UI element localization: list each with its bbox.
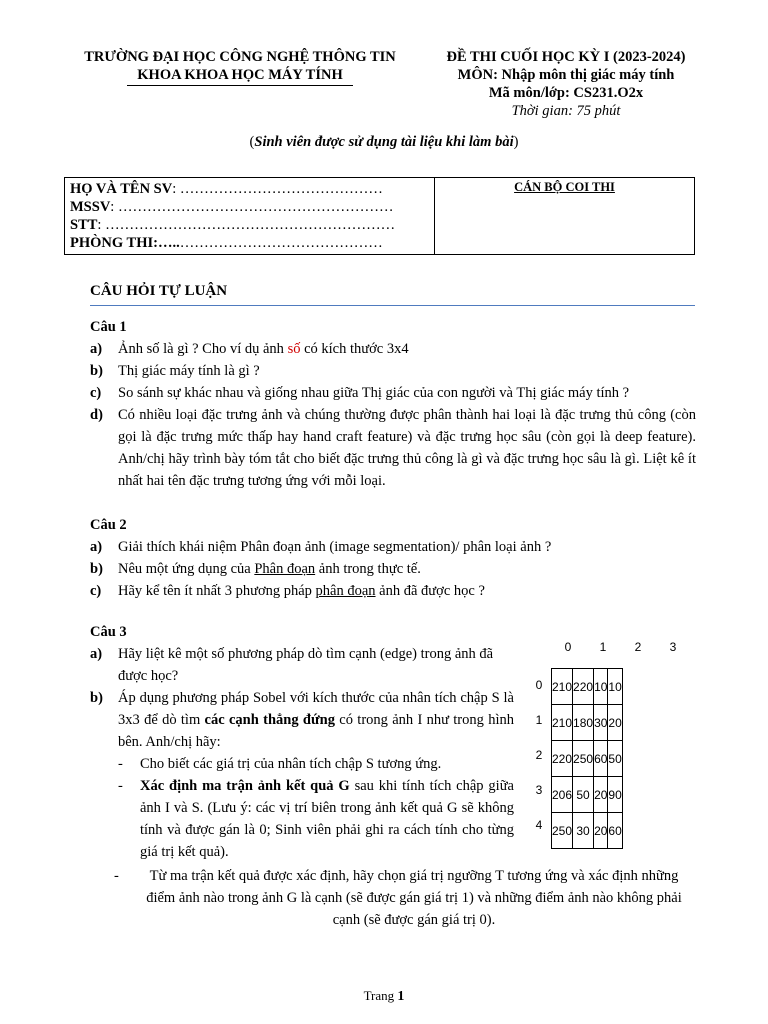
- question-1: [90, 316, 696, 492]
- item-text: Ảnh số là gì ? Cho ví dụ ảnh: [118, 341, 288, 357]
- question-2: [90, 514, 696, 602]
- item-tag: b): [90, 561, 103, 577]
- matrix-cell: 250: [573, 741, 594, 777]
- sub-item: [118, 753, 514, 775]
- field-blank: : ……………………………………: [172, 181, 383, 197]
- matrix-cell: 60: [608, 813, 622, 849]
- matrix-cell: 180: [573, 705, 594, 741]
- item-tag: a): [90, 341, 103, 357]
- field-student-id: [70, 198, 434, 216]
- duration: Thời gian: 75 phút: [511, 103, 621, 119]
- university-name: TRƯỜNG ĐẠI HỌC CÔNG NGHỆ THÔNG TIN: [84, 49, 396, 65]
- item-tag: c): [90, 583, 102, 599]
- col-header: 3: [669, 640, 677, 654]
- row-header: 2: [535, 748, 543, 762]
- question-title: Câu 1: [90, 319, 127, 335]
- header-right: [416, 48, 716, 120]
- dash-bullet: -: [118, 756, 123, 772]
- question-title: Câu 3: [90, 624, 127, 640]
- sub-item: [114, 865, 692, 931]
- field-blank: : ……………………………………………………: [97, 217, 396, 233]
- matrix-cell: 10: [594, 669, 608, 705]
- field-label: PHÒNG THI:…..: [70, 235, 180, 251]
- item-text: Hãy liệt kê một số phương pháp dò tìm cạnh (edge) trong ảnh đã được học?: [118, 646, 494, 684]
- item-tag: a): [90, 539, 103, 555]
- matrix-cell: 20: [594, 813, 608, 849]
- underlined-word: phân đoạn: [315, 583, 376, 599]
- matrix-cell: 50: [608, 741, 622, 777]
- bold-phrase: các cạnh thẳng đứng: [204, 712, 335, 728]
- matrix-cell: 210: [552, 669, 573, 705]
- class-code: Mã môn/lớp: CS231.O2x: [488, 85, 644, 101]
- dash-bullet: -: [118, 778, 123, 794]
- item-text: Áp dụng phương pháp Sobel với kích thước của nhân tích chập S là 3x3 để dò tìm: [118, 690, 514, 728]
- matrix-cell: 250: [552, 813, 573, 849]
- matrix-cell: 220: [573, 669, 594, 705]
- col-header: 1: [599, 640, 607, 654]
- matrix-cell: 30: [573, 813, 594, 849]
- row-header: 4: [535, 818, 543, 832]
- item-text: có trong ảnh I như trong hình bên. Anh/chị hãy:: [118, 712, 514, 750]
- col-header: 2: [634, 640, 642, 654]
- row-header: 0: [535, 678, 543, 692]
- proctor-box: [435, 178, 694, 254]
- note-text: Sinh viên được sử dụng tài liệu khi làm bài: [254, 134, 514, 150]
- item-text: ảnh trong thực tế.: [315, 561, 421, 577]
- dash-bullet: -: [114, 868, 119, 884]
- section-divider: [90, 305, 695, 306]
- matrix-cell: 60: [594, 741, 608, 777]
- page-footer: [0, 988, 768, 1005]
- matrix-row: [552, 813, 623, 849]
- matrix-cell: 210: [552, 705, 573, 741]
- field-label: MSSV: [70, 199, 111, 215]
- question-item: [90, 382, 696, 404]
- page-number: 1: [397, 989, 405, 1004]
- field-order: [70, 216, 434, 234]
- sub-item: [118, 775, 514, 863]
- item-text: Nêu một ứng dụng của: [118, 561, 255, 577]
- matrix-cell: 220: [552, 741, 573, 777]
- item-text: Từ ma trận kết quả được xác định, hãy chọn giá trị ngưỡng T tương ứng và xác định những điểm ảnh nào trong ảnh G là cạnh (sẽ được gán giá trị 1) và những điểm ảnh nào không phải cạnh (sẽ được gán giá trị 0).: [146, 868, 682, 928]
- student-info-box: [64, 177, 695, 255]
- subject: MÔN: Nhập môn thị giác máy tính: [457, 67, 675, 83]
- question-item: [90, 580, 696, 602]
- student-fields: [65, 178, 435, 254]
- matrix-cell: 30: [594, 705, 608, 741]
- field-name: [70, 180, 434, 198]
- question-3-column: [90, 643, 514, 863]
- matrix-grid: [551, 668, 623, 849]
- row-header: 1: [535, 713, 543, 727]
- matrix-cell: 10: [608, 669, 622, 705]
- field-blank: ……………………………………: [179, 235, 383, 251]
- matrix-row: [552, 777, 623, 813]
- exam-note: (Sinh viên được sử dụng tài liệu khi làm bài): [249, 134, 519, 150]
- item-tag: d): [90, 407, 103, 423]
- item-text: có kích thước 3x4: [300, 341, 409, 357]
- question-item: [90, 558, 696, 580]
- bold-phrase: Xác định ma trận ảnh kết quả G: [140, 778, 350, 794]
- col-header: 0: [564, 640, 572, 654]
- highlighted-word: số: [287, 341, 301, 357]
- question-item: [90, 536, 696, 558]
- question-item: [90, 404, 696, 492]
- item-text: Thị giác máy tính là gì ?: [118, 363, 260, 379]
- matrix-cell: 90: [608, 777, 622, 813]
- matrix-cell: 20: [608, 705, 622, 741]
- question-item: [90, 360, 696, 382]
- item-tag: b): [90, 363, 103, 379]
- matrix-row: [552, 705, 623, 741]
- item-text: ảnh đã được học ?: [375, 583, 485, 599]
- faculty-name: KHOA KHOA HỌC MÁY TÍNH: [127, 67, 352, 86]
- item-tag: c): [90, 385, 102, 401]
- item-tag: b): [90, 690, 103, 706]
- exam-title: ĐỀ THI CUỐI HỌC KỲ I (2023-2024): [446, 49, 686, 65]
- question-title: Câu 2: [90, 517, 127, 533]
- item-text: sau khi tính tích chập giữa ảnh I và S. (Lưu ý: các vị trí biên trong ảnh kết quả G sẽ không tính và được gán là 0; Sinh viên phải ghi ra cách tính cho từng giá trị kết quả).: [140, 778, 514, 860]
- item-tag: a): [90, 646, 103, 662]
- matrix-row: [552, 669, 623, 705]
- item-text: Có nhiều loại đặc trưng ảnh và chúng thường được phân thành hai loại là đặc trưng thủ công (còn gọi là đặc trưng mức thấp hay hand craft feature) và đặc trưng học sâu (còn gọi là deep feature). Anh/chị hãy trình bày tóm tắt cho biết đặc trưng thủ công là gì và đặc trưng học sâu là gì. Liệt kê ít nhất hai tên đặc trưng tương ứng với mỗi loại.: [118, 407, 696, 489]
- matrix-cell: 20: [594, 777, 608, 813]
- page-label: Trang: [363, 988, 398, 1003]
- proctor-label: CÁN BỘ COI THI: [514, 180, 615, 194]
- question-item: [90, 643, 514, 687]
- matrix-cell: 206: [552, 777, 573, 813]
- field-room: [70, 234, 434, 252]
- question-item: [90, 338, 696, 360]
- section-title: CÂU HỎI TỰ LUẬN: [90, 283, 228, 299]
- item-text: Giải thích khái niệm Phân đoạn ảnh (image segmentation)/ phân loại ảnh ?: [118, 539, 552, 555]
- header-left: [70, 48, 410, 86]
- field-blank: : …………………………………………………: [110, 199, 394, 215]
- field-label: STT: [70, 217, 98, 233]
- matrix-cell: 50: [573, 777, 594, 813]
- field-label: HỌ VÀ TÊN SV: [70, 181, 173, 197]
- item-text: Cho biết các giá trị của nhân tích chập S tương ứng.: [140, 756, 442, 772]
- item-text: So sánh sự khác nhau và giống nhau giữa Thị giác của con người và Thị giác máy tính ?: [118, 385, 630, 401]
- row-header: 3: [535, 783, 543, 797]
- item-text: Hãy kể tên ít nhất 3 phương pháp: [118, 583, 316, 599]
- question-item: [90, 687, 514, 863]
- underlined-word: Phân đoạn: [254, 561, 316, 577]
- matrix-row: [552, 741, 623, 777]
